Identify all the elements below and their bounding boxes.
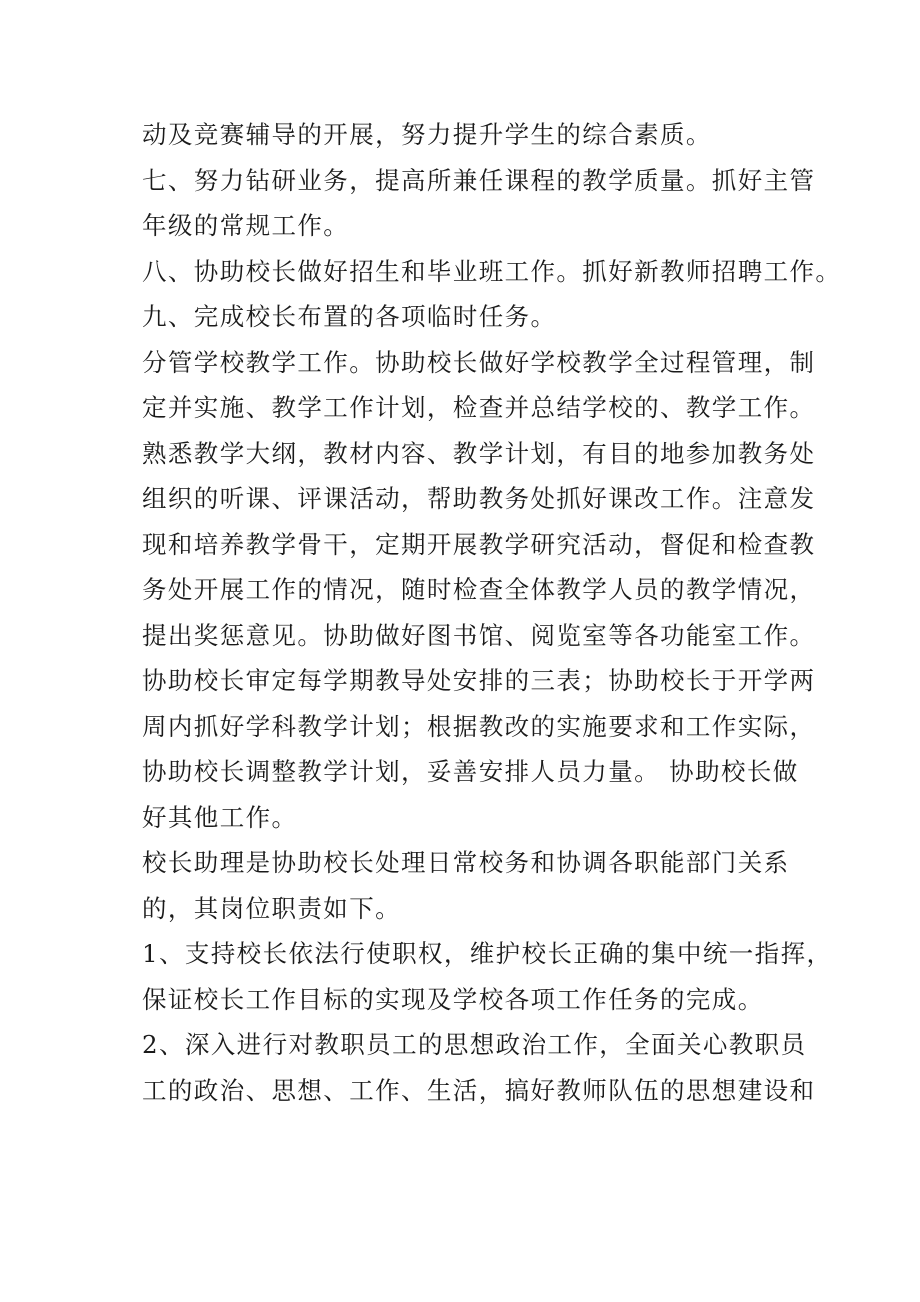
text-line: 提出奖惩意见。协助做好图书馆、阅览室等各功能室工作。 [142,620,816,650]
text-line: 工的政治、思想、工作、生活，搞好教师队伍的思想建设和 [142,1075,816,1105]
text-line: 2、深入进行对教职员工的思想政治工作，全面关心教职员 [142,1030,807,1059]
text-line: 九、完成校长布置的各项临时任务。 [142,302,557,331]
text-line: 组织的听课、评课活动，帮助教务处抓好课改工作。注意发 [142,484,816,513]
text-line: 保证校长工作目标的实现及学校各项工作任务的完成。 [142,984,764,1014]
text-line: 动及竞赛辅导的开展，努力提升学生的综合素质。 [142,120,712,149]
text-line: 1、支持校长依法行使职权，维护校长正确的集中统一指挥， [142,939,833,968]
text-line: 七、努力钻研业务，提高所兼任课程的教学质量。抓好主管 [142,165,816,195]
text-line: 现和培养教学骨干，定期开展教学研究活动，督促和检查教 [142,529,816,559]
text-line: 年级的常规工作。 [142,211,350,240]
text-line: 协助校长审定每学期教导处安排的三表；协助校长于开学两 [142,666,816,695]
document-body [142,112,842,1113]
text-line: 校长助理是协助校长处理日常校务和协调各职能部门关系 [142,848,790,877]
text-line: 务处开展工作的情况，随时检查全体教学人员的教学情况， [142,575,816,604]
text-line: 的，其岗位职责如下。 [142,893,401,923]
text-line: 分管学校教学工作。协助校长做好学校教学全过程管理，制 [142,347,816,377]
text-line: 好其他工作。 [142,802,298,832]
text-line: 协助校长调整教学计划，妥善安排人员力量。 协助校长做 [142,757,799,786]
text-line: 八、协助校长做好招生和毕业班工作。抓好新教师招聘工作。 [142,256,842,286]
text-line: 定并实施、教学工作计划，检查并总结学校的、教学工作。 [142,393,816,422]
text-line: 熟悉教学大纲，教材内容、教学计划，有目的地参加教务处 [142,438,816,468]
text-line: 周内抓好学科教学计划；根据教改的实施要求和工作实际， [142,711,816,741]
